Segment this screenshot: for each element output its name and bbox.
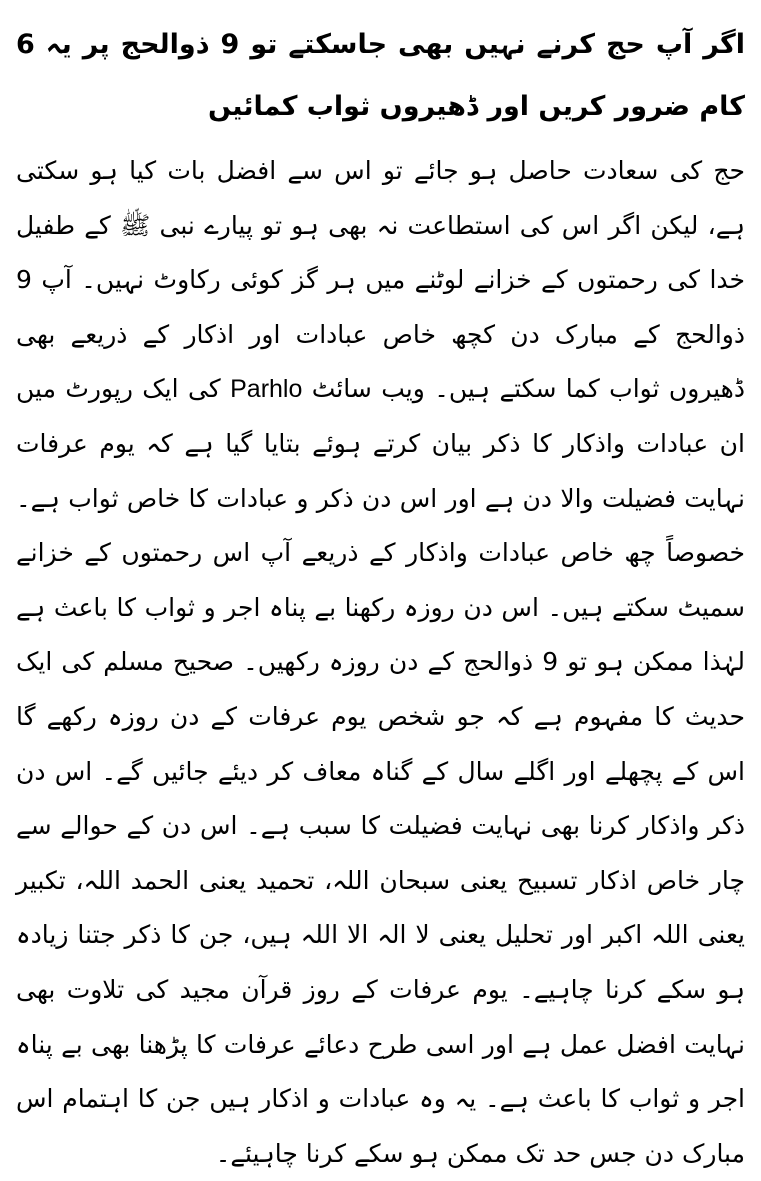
article-body-text-part2: کی ایک رپورٹ میں ان عبادات واذکار کا ذکر بیان کرتے ہوئے بتایا گیا ہے کہ یوم عرفات نہایت فضیلت والا دن ہے اور اس دن ذکر و عبادات کا خاص ثواب ہے۔ خصوصاً چھ خاص عبادات واذکار کے ذریعے آپ اس رحمتوں کے خزانے سمیٹ سکتے ہیں۔ اس دن روزہ رکھنا بے پناہ اجر و ثواب کا باعث ہے لہٰذا ممکن ہو تو 9 ذوالحج کے دن روزہ رکھیں۔ صحیح مسلم کی ایک حدیث کا مفہوم ہے کہ جو شخص یوم عرفات کے دن روزہ رکھے گا اس کے پچھلے اور اگلے سال کے گناہ معاف کر دیئے جائیں گے۔ اس دن ذکر واذکار کرنا بھی نہایت فضیلت کا سبب ہے۔ اس دن کے حوالے سے چار خاص اذکار تسبیح یعنی سبحان اللہ، تحمید یعنی الحمد اللہ، تکبیر یعنی اللہ اکبر اور تحلیل یعنی لا الہ الا اللہ ہیں، جن کا ذکر جتنا زیادہ ہو سکے کرنا چاہیے۔ یوم عرفات کے روز قرآن مجید کی تلاوت بھی نہایت افضل عمل ہے اور اسی طرح دعائے عرفات کا پڑھنا بھی بے پناہ اجر و ثواب کا باعث ہے۔ یہ وہ عبادات و اذکار ہیں جن کا اہتمام اس مبارک دن جس حد تک ممکن ہو سکے کرنا چاہیئے۔: [16, 374, 745, 1168]
article-title: اگر آپ حج کرنے نہیں بھی جاسکتے تو 9 ذوالحج پر یہ 6 کام ضرور کریں اور ڈھیروں ثواب کمائیں: [16, 29, 745, 122]
source-website-name: Parhlo: [230, 375, 303, 404]
article-body: [16, 144, 745, 1181]
article-body-text-part1: حج کی سعادت حاصل ہو جائے تو اس سے افضل بات کیا ہو سکتی ہے، لیکن اگر اس کی استطاعت نہ بھی ہو تو پیارے نبی ﷺ کے طفیل خدا کی رحمتوں کے خزانے لوٹنے میں ہر گز کوئی رکاوٹ نہیں۔ آپ 9 ذوالحج کے مبارک دن کچھ خاص عبادات اور اذکار کے ذریعے بھی ڈھیروں ثواب کما سکتے ہیں۔ ویب سائٹ: [16, 156, 745, 404]
